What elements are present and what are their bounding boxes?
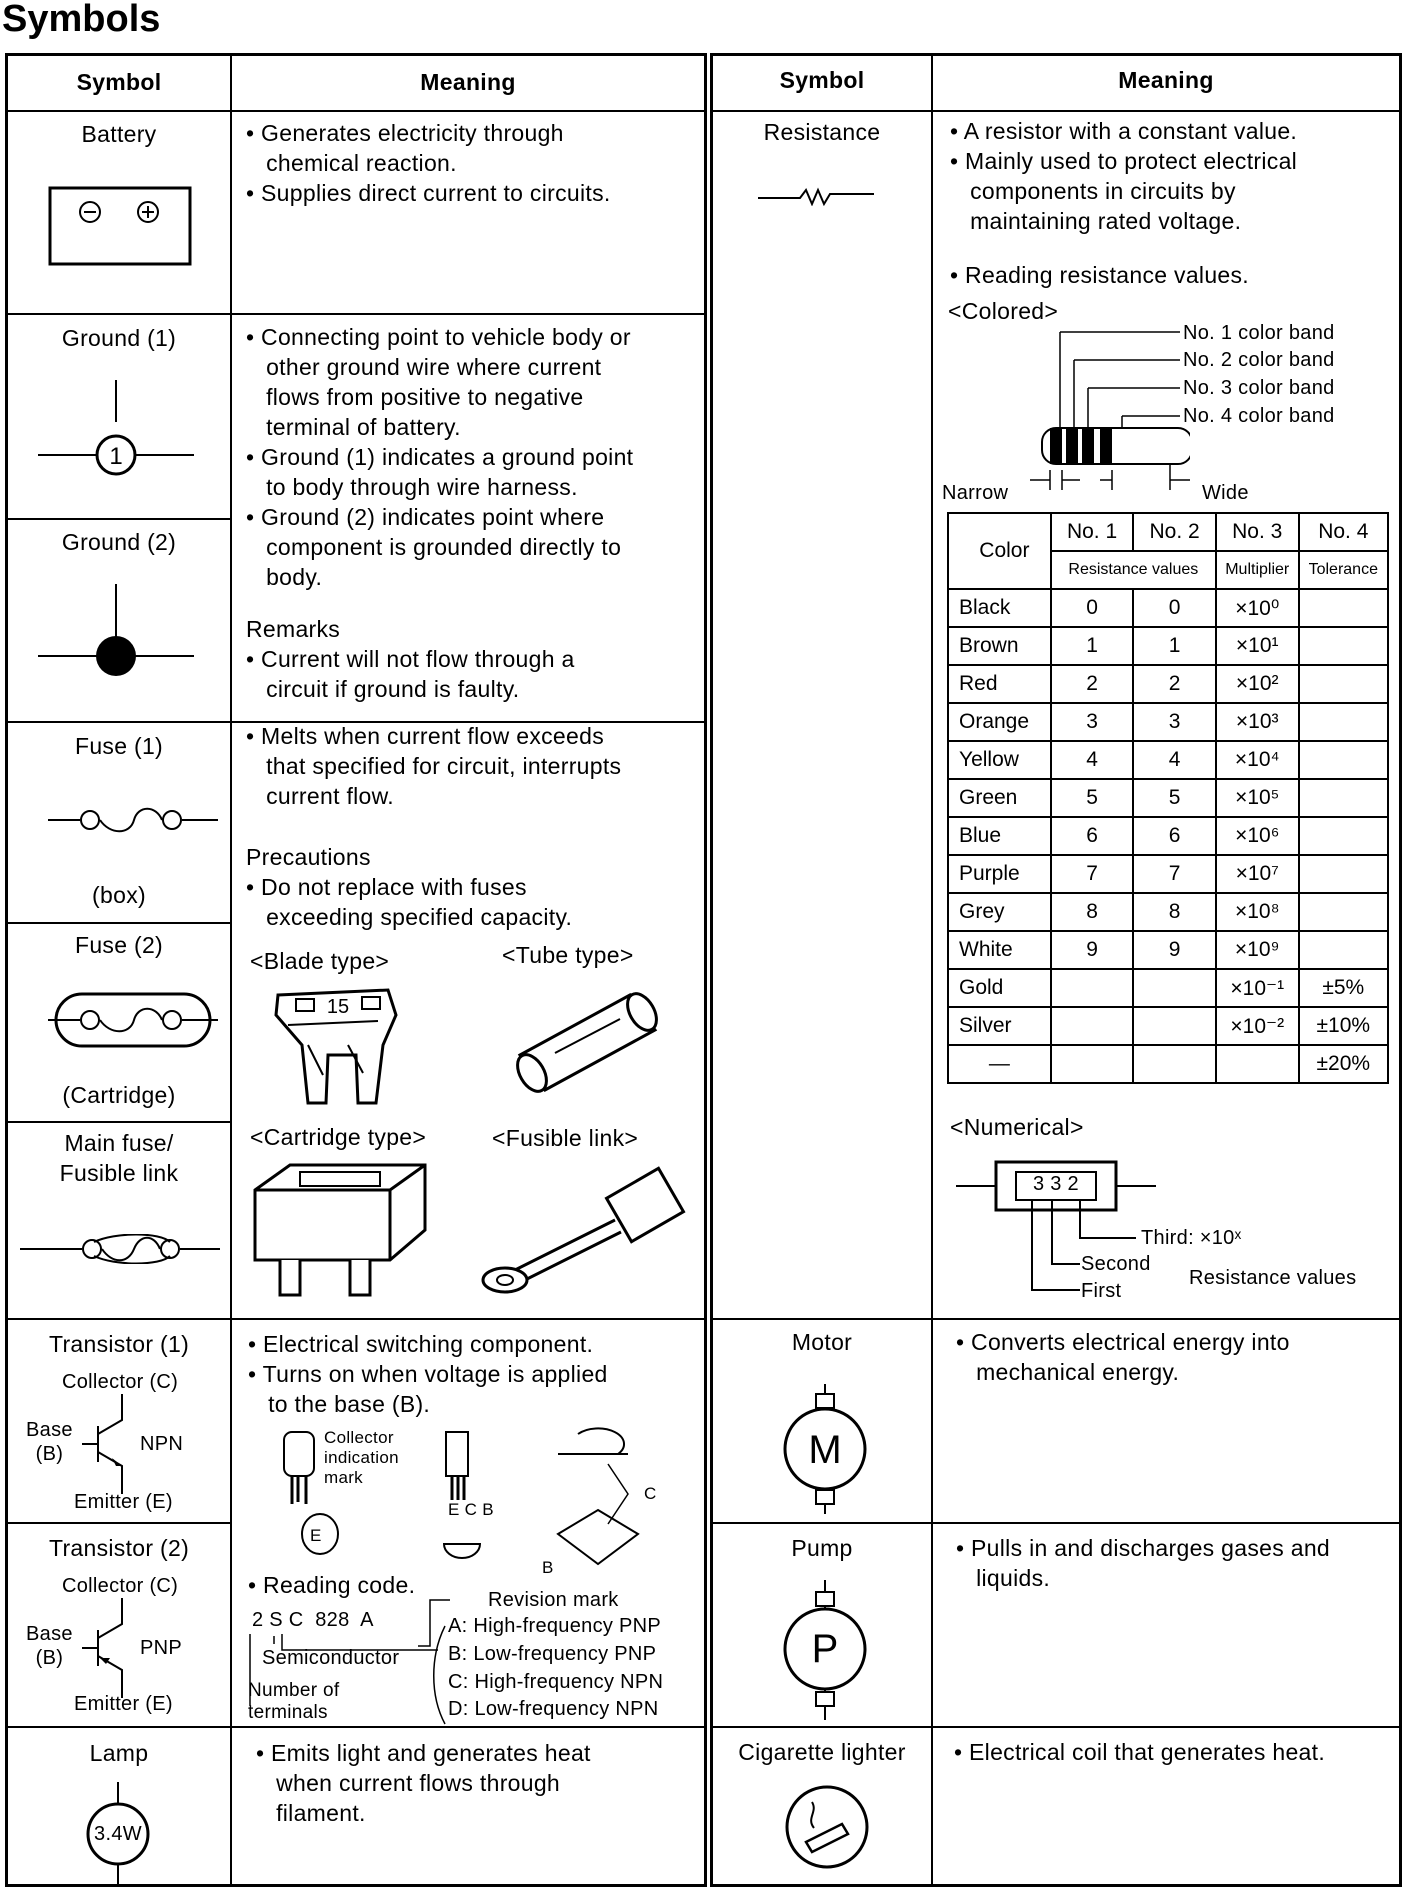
fusible-link-type-label: <Fusible link> [492,1125,639,1151]
pin-c-label: C [644,1484,657,1503]
col-header-no4: No. 4 [1299,513,1388,551]
resistance-values-label: Resistance values [1189,1267,1357,1289]
cell-color: Brown [948,627,1051,665]
color-row [948,703,1388,741]
first-digit-label: First [1081,1280,1122,1302]
transistor2-base: Base (B) [26,1623,73,1669]
type-code-a: A: High-frequency PNP [448,1615,662,1637]
cell-tolerance: ±5% [1299,969,1388,1007]
col-header-no2: No. 2 [1133,513,1216,551]
fuse-precautions-title: Precautions [246,844,371,870]
pump-label: Pump [791,1535,853,1561]
type-code-c: C: High-frequency NPN [448,1671,664,1693]
type-code-b: B: Low-frequency PNP [448,1643,657,1665]
second-digit-label: Second [1081,1253,1151,1275]
cell-no1: 8 [1051,893,1134,931]
npn-transistor-icon [78,1394,138,1494]
ground2-label: Ground (2) [61,529,177,555]
number-of-terminals-label: Number of terminals [248,1680,340,1723]
cell-no1 [1051,969,1134,1007]
subheader-resistance-values: Resistance values [1051,551,1216,589]
reading-resistance-title: • Reading resistance values. [950,262,1249,288]
cell-color: Green [948,779,1051,817]
cell-tolerance [1299,779,1388,817]
cell-tolerance: ±20% [1299,1045,1388,1083]
fuse2-sub: (Cartridge) [62,1082,176,1108]
blade-fuse-illustration [268,985,408,1105]
numerical-label: <Numerical> [950,1114,1084,1140]
fuse-meaning: • Melts when current flow exceeds that specified for circuit, interrupts current flow. [246,723,622,809]
motor-meaning: • Converts electrical energy into mechanical energy. [956,1329,1290,1385]
header-meaning-left: Meaning [420,69,516,95]
cell-tolerance: ±10% [1299,1007,1388,1045]
cigarette-lighter-icon [784,1784,870,1870]
pump-meaning: • Pulls in and discharges gases and liquids. [956,1535,1330,1591]
numerical-code: 3 3 2 [1033,1173,1079,1195]
fuse-precautions: • Do not replace with fuses exceeding specified capacity. [246,874,573,930]
color-row [948,665,1388,703]
cartridge-fuse-illustration [250,1160,430,1300]
color-row [948,1045,1388,1083]
ground-meaning: • Connecting point to vehicle body or other ground wire where current flows from positive to negative terminal of battery. • Ground (1) indicates a ground point to body through wire harness. • Ground (2) indicates point where component is grounded directly to body. [246,324,634,590]
battery-label: Battery [81,121,157,147]
color-row [948,969,1388,1007]
cell-multiplier [1216,1045,1299,1083]
ground1-icon [38,380,194,490]
cell-multiplier: ×10¹ [1216,627,1299,665]
col-header-no1: No. 1 [1051,513,1134,551]
cell-tolerance [1299,741,1388,779]
tube-type-label: <Tube type> [502,942,634,968]
transistor1-collector: Collector (C) [62,1371,179,1393]
resistor-icon [758,186,874,206]
cell-no1: 4 [1051,741,1134,779]
cell-color: Silver [948,1007,1051,1045]
cell-no1: 7 [1051,855,1134,893]
mainfuse-label: Main fuse/ Fusible link [59,1130,179,1186]
resistance-label: Resistance [763,119,881,145]
third-digit-label: Third: ×10ˣ [1141,1227,1242,1249]
ground-remarks-title: Remarks [246,616,341,642]
transistor1-emitter: Emitter (E) [74,1491,173,1513]
pin-e-label: E [310,1526,322,1545]
cell-no1: 9 [1051,931,1134,969]
cell-no2: 6 [1133,817,1216,855]
cigarette-lighter-label: Cigarette lighter [738,1739,906,1765]
cell-no2: 2 [1133,665,1216,703]
battery-icon [48,186,192,266]
cell-tolerance [1299,855,1388,893]
cell-no1: 0 [1051,589,1134,627]
cell-color: Purple [948,855,1051,893]
cell-no2: 7 [1133,855,1216,893]
fuse2-label: Fuse (2) [74,932,164,958]
battery-meaning: • Generates electricity through chemical reaction. • Supplies direct current to circuits. [246,120,611,206]
cell-no1: 2 [1051,665,1134,703]
cell-tolerance [1299,931,1388,969]
blade-type-label: <Blade type> [250,948,390,974]
tube-fuse-illustration [500,985,670,1095]
cell-tolerance [1299,893,1388,931]
cell-multiplier: ×10⁻¹ [1216,969,1299,1007]
color-row [948,855,1388,893]
lamp-rating: 3.4W [94,1823,142,1845]
fuse1-icon [48,805,218,835]
color-row [948,779,1388,817]
color-row [948,627,1388,665]
cell-no2: 9 [1133,931,1216,969]
reading-code-leader-lines [240,1596,450,1726]
cell-no1: 3 [1051,703,1134,741]
transistor2-emitter: Emitter (E) [74,1693,173,1715]
ground1-label: Ground (1) [61,325,177,351]
cell-no2: 4 [1133,741,1216,779]
cell-no2: 8 [1133,893,1216,931]
cell-color: Grey [948,893,1051,931]
cartridge-type-label: <Cartridge type> [250,1124,427,1150]
fuse1-sub: (box) [92,882,146,908]
cell-tolerance [1299,817,1388,855]
motor-label: Motor [791,1329,853,1355]
col-header-no3: No. 3 [1216,513,1299,551]
cell-no1: 5 [1051,779,1134,817]
color-row [948,741,1388,779]
band1-label: No. 1 color band [1183,322,1335,344]
lamp-label: Lamp [89,1740,149,1766]
cell-multiplier: ×10⁶ [1216,817,1299,855]
transistor1-base: Base (B) [26,1419,73,1465]
cell-no1 [1051,1007,1134,1045]
fuse1-label: Fuse (1) [74,733,164,759]
cell-multiplier: ×10⁸ [1216,893,1299,931]
cell-no1 [1051,1045,1134,1083]
semiconductor-label: Semiconductor [262,1647,400,1669]
band4-label: No. 4 color band [1183,405,1335,427]
color-row [948,1007,1388,1045]
revision-mark-label: Revision mark [488,1589,619,1611]
color-header: Color [948,513,1051,589]
narrow-label: Narrow [942,482,1009,504]
collector-indication-mark-label: Collector indication mark [324,1428,399,1487]
cell-color: White [948,931,1051,969]
pin-b-label: B [542,1558,554,1577]
wide-label: Wide [1202,482,1249,504]
cell-multiplier: ×10⁹ [1216,931,1299,969]
transistor2-collector: Collector (C) [62,1575,179,1597]
cell-multiplier: ×10² [1216,665,1299,703]
svg-text:1: 1 [109,443,123,470]
cell-tolerance [1299,627,1388,665]
page-title: Symbols [2,0,161,40]
type-code-d: D: Low-frequency NPN [448,1698,659,1720]
fuse2-icon [48,990,218,1050]
color-row [948,817,1388,855]
ground2-icon [38,584,194,684]
color-row [948,931,1388,969]
resistor-color-code-table [947,512,1389,1084]
ground-remarks: • Current will not flow through a circuit if ground is faulty. [246,646,575,702]
cell-color: Red [948,665,1051,703]
cell-color: Orange [948,703,1051,741]
cell-no2 [1133,1007,1216,1045]
transistor-meaning: • Electrical switching component. • Turns on when voltage is applied to the base (B). [248,1331,608,1417]
reading-code-title: • Reading code. [248,1572,416,1598]
cell-multiplier: ×10⁴ [1216,741,1299,779]
svg-text:15: 15 [326,996,350,1018]
cell-no2: 5 [1133,779,1216,817]
reading-code-value: 2 S C 828 A [252,1609,374,1631]
motor-letter: M [808,1428,842,1472]
transistor2-type: PNP [140,1637,183,1659]
cell-tolerance [1299,703,1388,741]
cigarette-lighter-meaning: • Electrical coil that generates heat. [954,1739,1326,1765]
color-row [948,589,1388,627]
cell-multiplier: ×10⁰ [1216,589,1299,627]
color-row [948,893,1388,931]
pnp-transistor-icon [78,1598,138,1698]
pump-letter: P [811,1627,839,1671]
cell-no1: 1 [1051,627,1134,665]
band3-label: No. 3 color band [1183,377,1335,399]
cell-no2 [1133,969,1216,1007]
cell-color: Blue [948,817,1051,855]
cell-tolerance [1299,589,1388,627]
header-symbol-right: Symbol [779,67,865,93]
cell-multiplier: ×10⁻² [1216,1007,1299,1045]
cell-tolerance [1299,665,1388,703]
subheader-tolerance: Tolerance [1299,551,1388,589]
transistor1-label: Transistor (1) [48,1331,190,1357]
cell-multiplier: ×10⁵ [1216,779,1299,817]
cell-multiplier: ×10⁷ [1216,855,1299,893]
cell-multiplier: ×10³ [1216,703,1299,741]
transistor1-type: NPN [140,1433,184,1455]
lamp-meaning: • Emits light and generates heat when current flows through filament. [256,1740,591,1826]
color-band-resistor-illustration [1030,330,1190,510]
cell-no2: 1 [1133,627,1216,665]
cell-color: Black [948,589,1051,627]
colored-label: <Colored> [948,298,1059,324]
header-symbol-left: Symbol [76,69,162,95]
cell-color: Gold [948,969,1051,1007]
cell-no2: 3 [1133,703,1216,741]
band2-label: No. 2 color band [1183,349,1335,371]
fusible-link-icon [20,1234,220,1264]
cell-color: Yellow [948,741,1051,779]
resistance-meaning: • A resistor with a constant value. • Mainly used to protect electrical components in circuits by maintaining rated voltage. [950,118,1298,234]
cell-no1: 6 [1051,817,1134,855]
header-meaning-right: Meaning [1118,67,1214,93]
cell-color: — [948,1045,1051,1083]
fusible-link-illustration [475,1160,695,1300]
transistor-pin-labels: E C B [448,1500,494,1519]
cell-no2 [1133,1045,1216,1083]
subheader-multiplier: Multiplier [1216,551,1299,589]
transistor2-label: Transistor (2) [48,1535,190,1561]
cell-no2: 0 [1133,589,1216,627]
